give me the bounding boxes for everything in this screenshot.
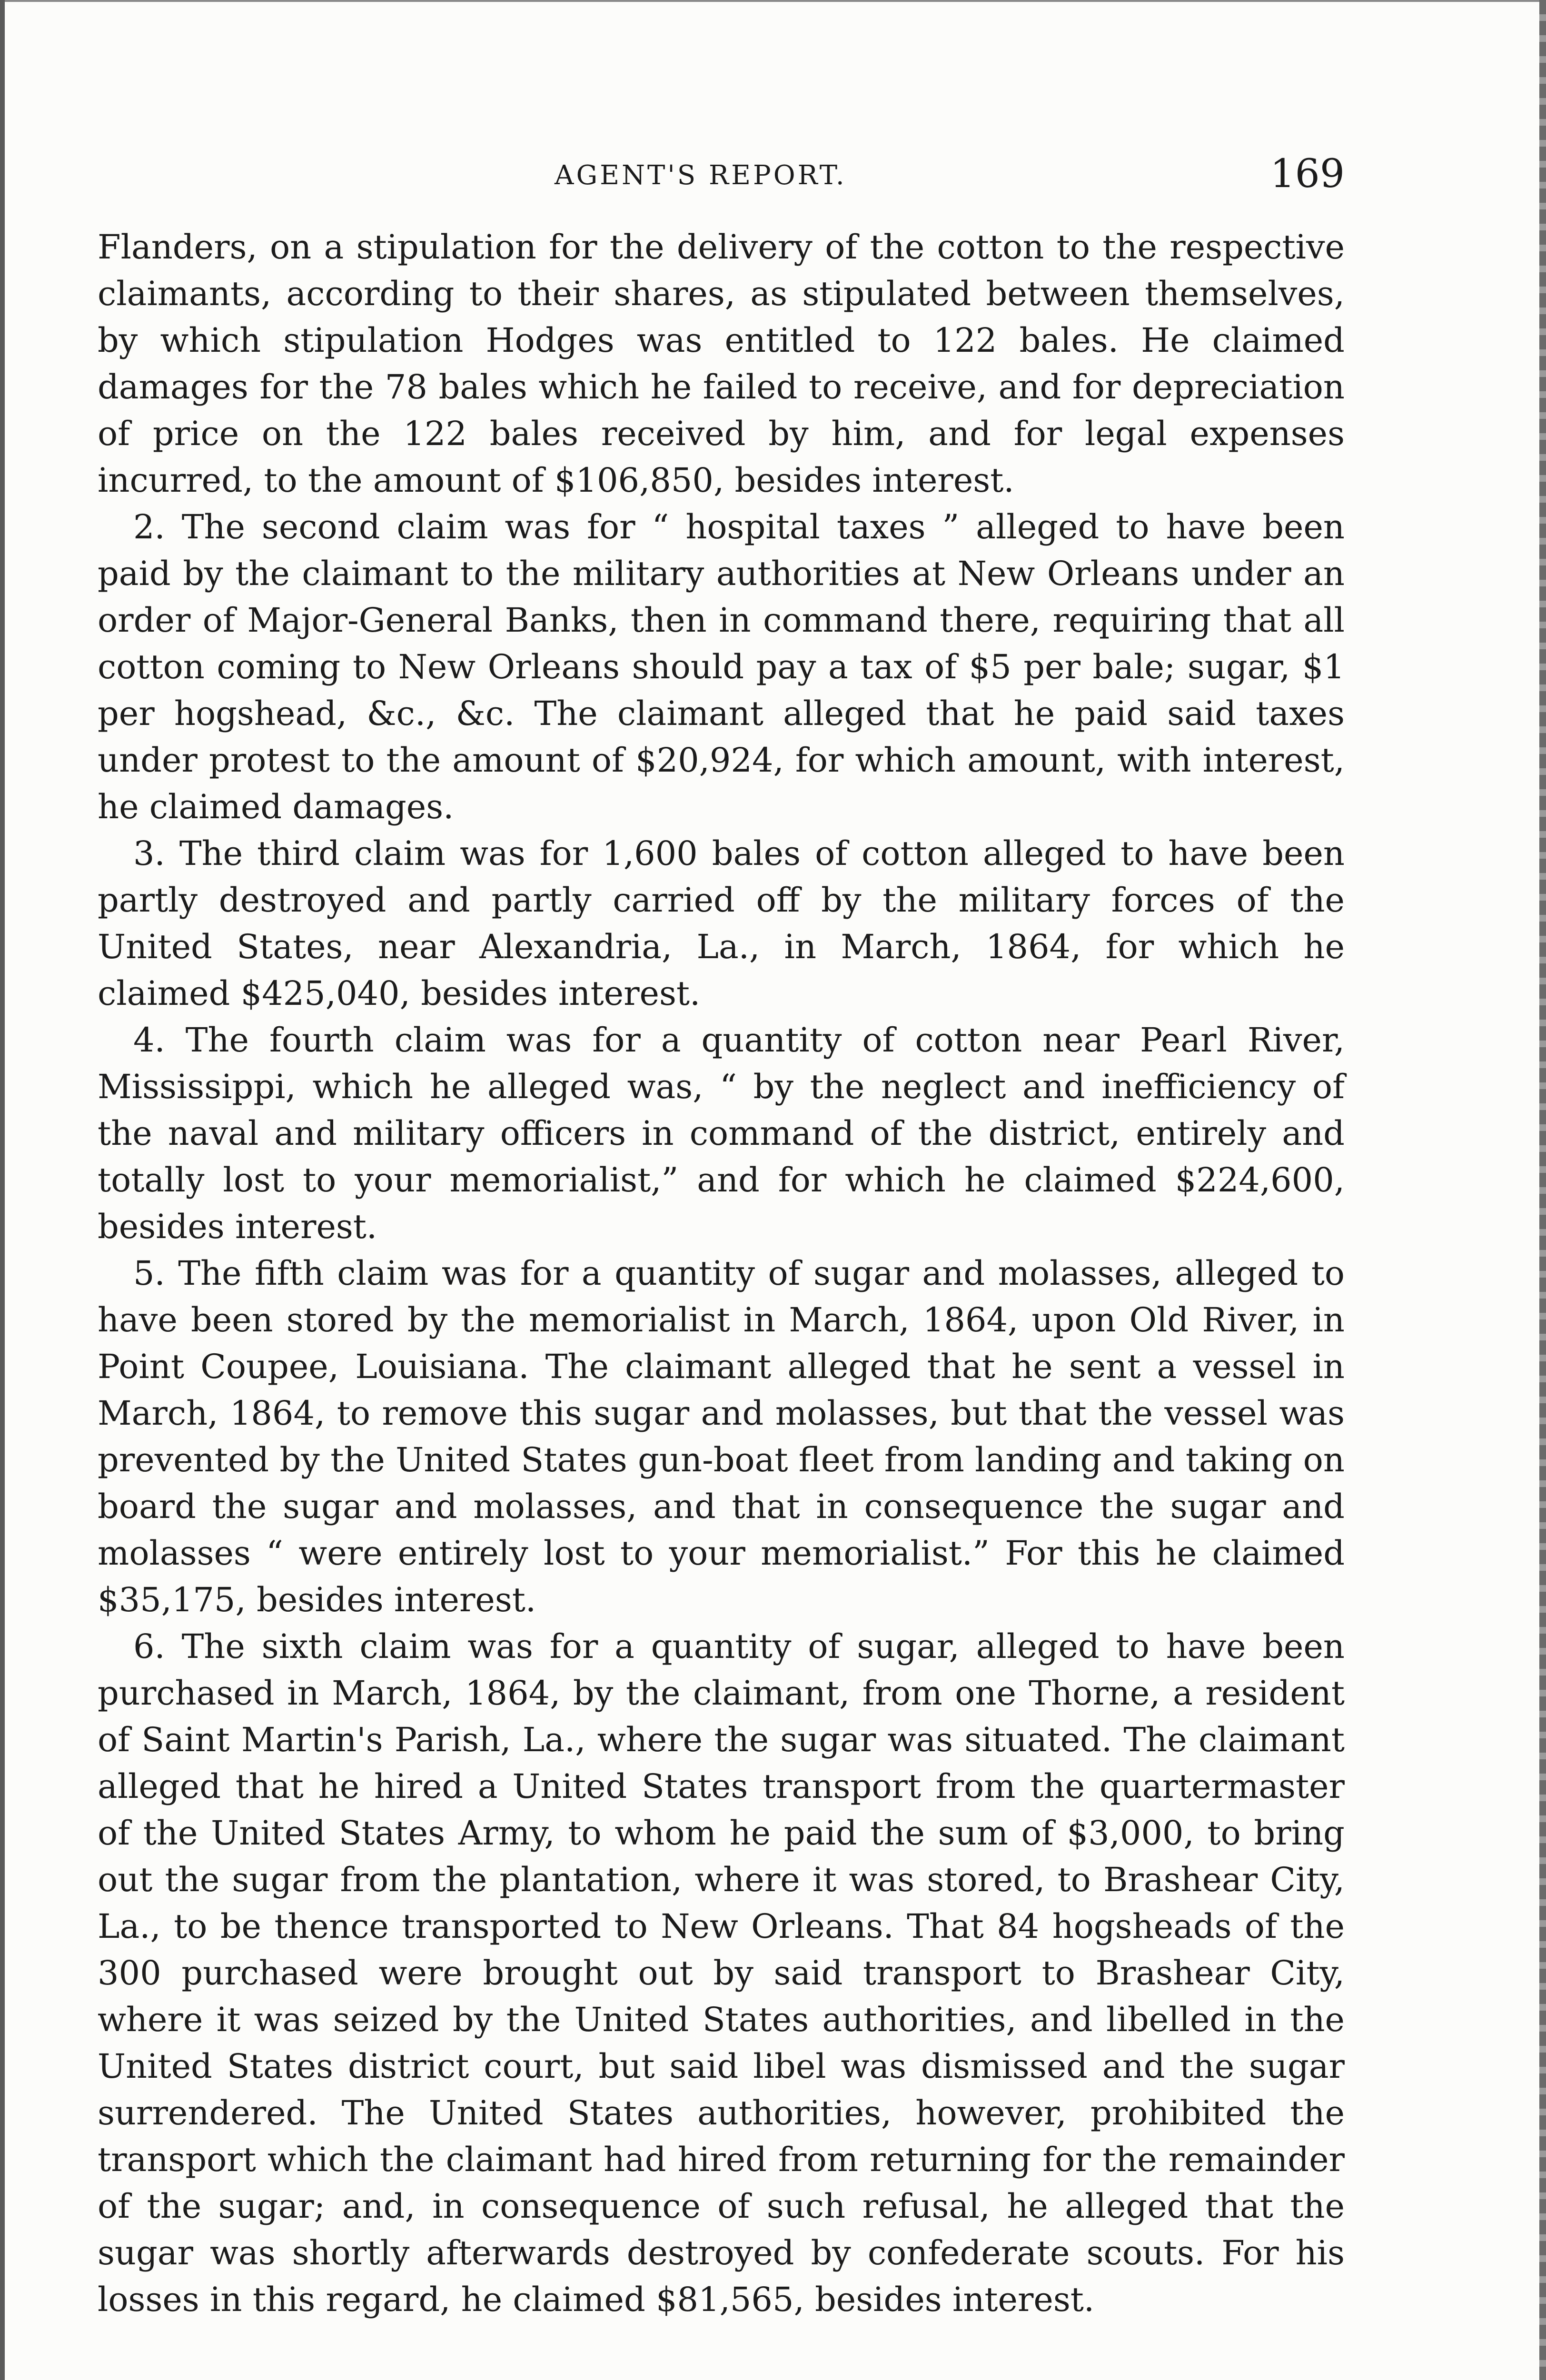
scan-edge-top [0,0,1546,2]
page-header [98,151,1345,199]
page-body [98,224,1345,2323]
paragraph-continuation: Flanders, on a stipulation for the delivery of the cotton to the respective claimants, according to their shares, as stipulated between themselves, by which stipulation Hodges was entitled to 122 bales. He claimed damages for the 78 bales which he failed to receive, and for depreciation of price on the 122 bales received by him, and for legal expenses incurred, to the amount of $106,850, besides interest. [98,228,1345,500]
scan-edge-right [1539,0,1546,2380]
paragraph-claim-2: 2. The second claim was for “ hospital taxes ” alleged to have been paid by the claimant to the military authorities at New Orleans under an order of Major-General Banks, then in command there, requiring that all cotton coming to New Orleans should pay a tax of $5 per bale; sugar, $1 per hogshead, &c., &c. The claimant alleged that he paid said taxes under protest to the amount of $20,924, for which amount, with interest, he claimed damages. [98,507,1345,826]
scan-edge-left [0,0,5,2380]
page-number: 169 [1270,151,1345,197]
paragraph-claim-4: 4. The fourth claim was for a quantity of cotton near Pearl River, Mississippi, which he alleged was, “ by the neglect and inefficiency of the naval and military officers in command of the district, entirely and totally lost to your memorialist,” and for which he claimed $224,600, besides interest. [98,1021,1345,1246]
paragraph-claim-6: 6. The sixth claim was for a quantity of sugar, alleged to have been purchased in March, 1864, by the claimant, from one Thorne, a resident of Saint Martin's Parish, La., where the sugar was situated. The claimant alleged that he hired a United States transport from the quartermaster of the United States Army, to whom he paid the sum of $3,000, to bring out the sugar from the plantation, where it was stored, to Brashear City, La., to be thence transported to New Orleans. That 84 hogsheads of the 300 purchased were brought out by said transport to Brashear City, where it was seized by the United States authorities, and libelled in the United States district court, but said libel was dismissed and the sugar surrendered. The United States authorities, however, prohibited the transport which the claimant had hired from returning for the remainder of the sugar; and, in consequence of such refusal, he alleged that the sugar was shortly afterwards destroyed by confederate scouts. For his losses in this regard, he claimed $81,565, besides interest. [98,1627,1345,2319]
paragraph-claim-5: 5. The fifth claim was for a quantity of sugar and molasses, alleged to have been stored by the memorialist in March, 1864, upon Old River, in Point Coupee, Louisiana. The claimant alleged that he sent a vessel in March, 1864, to remove this sugar and molasses, but that the vessel was prevented by the United States gun-boat fleet from landing and taking on board the sugar and molasses, and that in consequence the sugar and molasses “ were entirely lost to your memorialist.” For this he claimed $35,175, besides interest. [98,1254,1345,1619]
running-head: AGENT'S REPORT. [555,160,847,191]
paragraph-claim-3: 3. The third claim was for 1,600 bales of cotton alleged to have been partly destroyed and partly carried off by the military forces of the United States, near Alexandria, La., in March, 1864, for which he claimed $425,040, besides interest. [98,834,1345,1013]
